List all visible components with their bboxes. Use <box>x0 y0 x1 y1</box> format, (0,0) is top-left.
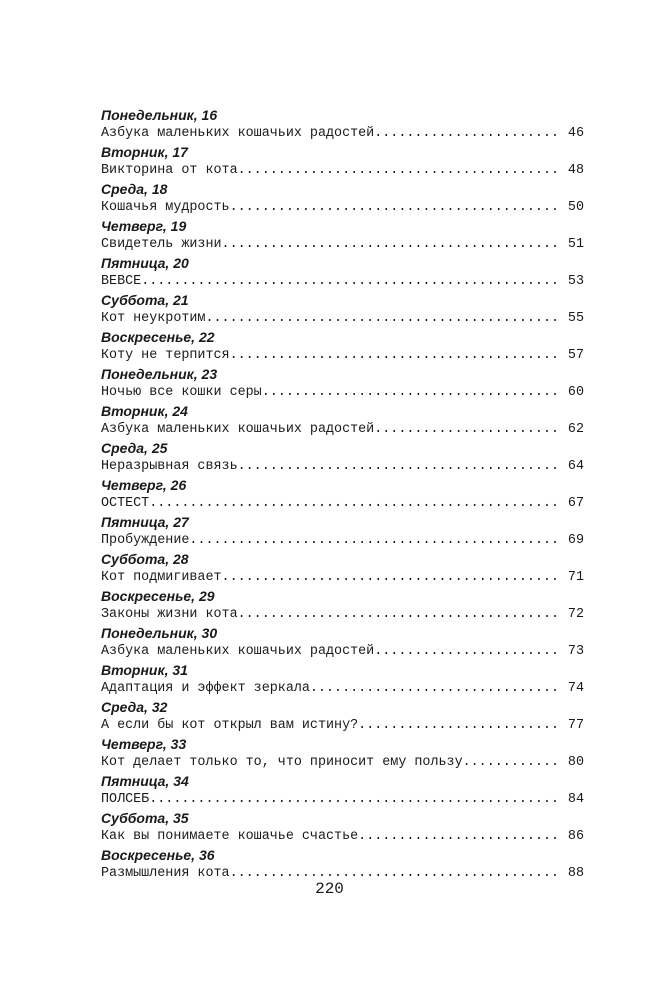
toc-entry-page: 74 <box>567 681 584 696</box>
dot-leader <box>374 420 562 439</box>
toc-entry-page: 53 <box>567 274 584 289</box>
toc-entry-page: 77 <box>567 718 584 733</box>
toc-entry <box>101 568 584 587</box>
toc-entry-page: 80 <box>567 755 584 770</box>
toc-entry-page: 51 <box>567 237 584 252</box>
toc-entry-title: Кот делает только то, что приносит ему пользу <box>101 755 463 770</box>
dot-leader <box>189 531 562 550</box>
toc-day-heading: Среда, 25 <box>101 440 168 456</box>
dot-leader <box>141 272 562 291</box>
toc-entry-page: 60 <box>567 385 584 400</box>
toc-entry-title: Азбука маленьких кошачьих радостей <box>101 126 375 141</box>
toc-entry-title: Кот подмигивает <box>101 570 222 585</box>
toc-entry-title: А если бы кот открыл вам истину? <box>101 718 359 733</box>
page-number: 220 <box>315 880 344 898</box>
toc-group <box>101 143 584 180</box>
toc-entry-page: 62 <box>567 422 584 437</box>
toc-entry-page: 86 <box>567 829 584 844</box>
toc-day-heading: Четверг, 19 <box>101 218 187 234</box>
toc-group <box>101 291 584 328</box>
toc-day-heading: Суббота, 28 <box>101 551 189 567</box>
dot-leader <box>149 790 562 809</box>
toc-group <box>101 217 584 254</box>
dot-leader <box>238 161 562 180</box>
toc-entry <box>101 272 584 291</box>
toc-group <box>101 328 584 365</box>
toc-entry <box>101 198 584 217</box>
dot-leader <box>310 679 562 698</box>
toc-entry <box>101 161 584 180</box>
toc-entry <box>101 346 584 365</box>
toc-entry-title: Кошачья мудрость <box>101 200 230 215</box>
dot-leader <box>374 124 562 143</box>
toc-entry-page: 67 <box>567 496 584 511</box>
toc-entry <box>101 827 584 846</box>
toc-entry-page: 73 <box>567 644 584 659</box>
toc-day-heading: Пятница, 34 <box>101 773 189 789</box>
dot-leader <box>230 198 562 217</box>
toc-entry <box>101 494 584 513</box>
toc-entry-page: 84 <box>567 792 584 807</box>
dot-leader <box>230 346 562 365</box>
toc-entry-title: Законы жизни кота <box>101 607 238 622</box>
toc-entry-page: 69 <box>567 533 584 548</box>
toc-day-heading: Среда, 32 <box>101 699 168 715</box>
toc-group <box>101 550 584 587</box>
toc-group <box>101 180 584 217</box>
dot-leader <box>374 642 562 661</box>
toc-day-heading: Суббота, 21 <box>101 292 189 308</box>
toc-group <box>101 846 584 883</box>
toc-day-heading: Пятница, 27 <box>101 514 189 530</box>
toc-group <box>101 513 584 550</box>
toc-entry-title: BEBCE <box>101 274 142 289</box>
toc-day-heading: Четверг, 33 <box>101 736 187 752</box>
toc-entry-title: Азбука маленьких кошачьих радостей <box>101 644 375 659</box>
toc-day-heading: Вторник, 17 <box>101 144 188 160</box>
toc-entry <box>101 420 584 439</box>
dot-leader <box>358 827 562 846</box>
dot-leader <box>149 494 562 513</box>
toc-entry <box>101 235 584 254</box>
toc-entry-page: 55 <box>567 311 584 326</box>
toc-group <box>101 439 584 476</box>
toc-day-heading: Воскресенье, 36 <box>101 847 215 863</box>
toc-day-heading: Понедельник, 16 <box>101 107 218 123</box>
dot-leader <box>222 568 562 587</box>
toc-day-heading: Среда, 18 <box>101 181 168 197</box>
dot-leader <box>238 457 562 476</box>
dot-leader <box>205 309 561 328</box>
toc-day-heading: Воскресенье, 22 <box>101 329 215 345</box>
toc-entry-title: OCTECT <box>101 496 150 511</box>
toc-group <box>101 254 584 291</box>
toc-day-heading: Понедельник, 23 <box>101 366 218 382</box>
toc-entry-title: Размышления кота <box>101 866 230 881</box>
toc-group <box>101 624 584 661</box>
toc-group <box>101 587 584 624</box>
toc-entry-page: 72 <box>567 607 584 622</box>
toc-entry-title: Как вы понимаете кошачье счастье <box>101 829 359 844</box>
toc-day-heading: Вторник, 31 <box>101 662 188 678</box>
toc-entry-title: Неразрывная связь <box>101 459 238 474</box>
toc-group <box>101 772 584 809</box>
toc-group <box>101 661 584 698</box>
toc-entry <box>101 642 584 661</box>
toc-day-heading: Суббота, 35 <box>101 810 189 826</box>
toc-entry-title: Кот неукротим <box>101 311 206 326</box>
toc-day-heading: Пятница, 20 <box>101 255 189 271</box>
toc-group <box>101 476 584 513</box>
table-of-contents <box>101 106 584 883</box>
toc-day-heading: Воскресенье, 29 <box>101 588 215 604</box>
dot-leader <box>358 716 562 735</box>
toc-day-heading: Понедельник, 30 <box>101 625 218 641</box>
toc-group <box>101 735 584 772</box>
toc-entry-title: Адаптация и эффект зеркала <box>101 681 310 696</box>
toc-group <box>101 365 584 402</box>
toc-entry-page: 88 <box>567 866 584 881</box>
toc-group <box>101 402 584 439</box>
toc-entry-page: 64 <box>567 459 584 474</box>
toc-entry <box>101 531 584 550</box>
toc-entry <box>101 457 584 476</box>
toc-day-heading: Четверг, 26 <box>101 477 187 493</box>
toc-entry-page: 46 <box>567 126 584 141</box>
toc-entry <box>101 309 584 328</box>
toc-entry <box>101 790 584 809</box>
toc-entry-page: 50 <box>567 200 584 215</box>
dot-leader <box>222 235 562 254</box>
toc-entry <box>101 679 584 698</box>
dot-leader <box>262 383 562 402</box>
toc-entry-title: Викторина от кота <box>101 163 238 178</box>
toc-entry-title: ПОЛСЕБ <box>101 792 150 807</box>
toc-entry-title: Пробуждение <box>101 533 190 548</box>
toc-group <box>101 698 584 735</box>
dot-leader <box>238 605 562 624</box>
toc-group <box>101 106 584 143</box>
toc-entry-page: 57 <box>567 348 584 363</box>
toc-entry-title: Коту не терпится <box>101 348 230 363</box>
toc-entry <box>101 716 584 735</box>
toc-entry-page: 48 <box>567 163 584 178</box>
toc-entry-title: Свидетель жизни <box>101 237 222 252</box>
toc-entry <box>101 605 584 624</box>
toc-entry-title: Ночью все кошки серы <box>101 385 262 400</box>
toc-day-heading: Вторник, 24 <box>101 403 188 419</box>
toc-entry <box>101 383 584 402</box>
toc-entry <box>101 753 584 772</box>
toc-entry <box>101 124 584 143</box>
dot-leader <box>463 753 562 772</box>
toc-entry-title: Азбука маленьких кошачьих радостей <box>101 422 375 437</box>
toc-entry-page: 71 <box>567 570 584 585</box>
toc-group <box>101 809 584 846</box>
